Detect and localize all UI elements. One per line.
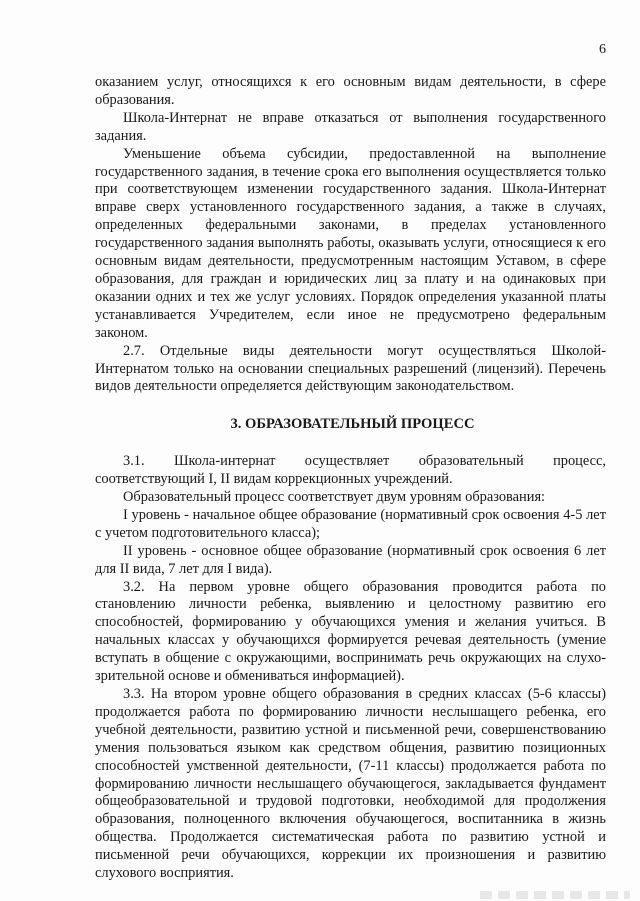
paragraph: II уровень - основное общее образование (нормативный срок освоения 6 лет для II вида, 7 лет для I вида).: [95, 542, 606, 577]
paragraph: оказанием услуг, относящихся к его основным видам деятельности, в сфере образования.: [95, 74, 606, 108]
document-body: [95, 74, 606, 883]
scan-edge-artifact: [480, 891, 630, 899]
paragraph: 2.7. Отдельные виды деятельности могут осуществляться Школой-Интернатом только на основании специальных разрешений (лицензий). Перечень видов деятельности определяется действующим законодательством.: [95, 342, 606, 395]
paragraph: 3.3. На втором уровне общего образования в средних классах (5-6 классы) продолжается работа по формированию личности неслышащего ребенка, его учебной деятельности, развитию устной и письменной речи, совершенствованию умения пользоваться языком как средством общения, развитию позиционных способностей умственной деятельности, (7-11 классы) продолжается работа по формированию личности неслышащего обучающегося, закладывается фундамент общеобразовательной и трудовой подготовки, необходимой для продолжения образования, полноценного включения обучающегося, воспитанника в жизнь общества. Продолжается систематическая работа по развитию устной и письменной речи обучающихся, коррекции их произношения и развитию слухового восприятия.: [95, 686, 606, 882]
paragraph: 3.1. Школа-интернат осуществляет образовательный процесс, соответствующий I, II видам коррекционных учреждений.: [95, 453, 606, 488]
paragraph: Школа-Интернат не вправе отказаться от выполнения государственного задания.: [95, 109, 606, 144]
section-title: 3. ОБРАЗОВАТЕЛЬНЫЙ ПРОЦЕСС: [230, 416, 475, 433]
paragraph: Образовательный процесс соответствует двум уровням образования:: [123, 489, 546, 506]
paragraph: I уровень - начальное общее образование (нормативный срок освоения 4-5 лет с учетом подготовительного класса);: [95, 506, 606, 541]
paragraph: 3.2. На первом уровне общего образования проводится работа по становлению личности ребенка, выявлению и целостному развитию его способностей, формированию у обучающихся умения и желания учиться. В начальных классах у обучающихся формируется речевая деятельность (умение вступать в общение с окружающими, воспринимать речь окружающих на слухо-зрительной основе и обмениваться информацией).: [95, 578, 606, 685]
page-number: 6: [599, 42, 606, 57]
paragraph: Уменьшение объема субсидии, предоставленной на выполнение государственного задания, в течение срока его выполнения осуществляется только при соответствующем изменении государственного задания. Школа-Интернат вправе сверх установленного государственного задания, а также в случаях, определенных федеральными законами, в пределах установленного государственного задания выполнять работы, оказывать услуги, относящиеся к его основным видам деятельности, предусмотренным настоящим Уставом, в сфере образования, для граждан и юридических лиц за плату и на одинаковых при оказании одних и тех же услуг условиях. Порядок определения указанной платы устанавливается Учредителем, если иное не предусмотрено федеральным законом.: [95, 145, 606, 341]
